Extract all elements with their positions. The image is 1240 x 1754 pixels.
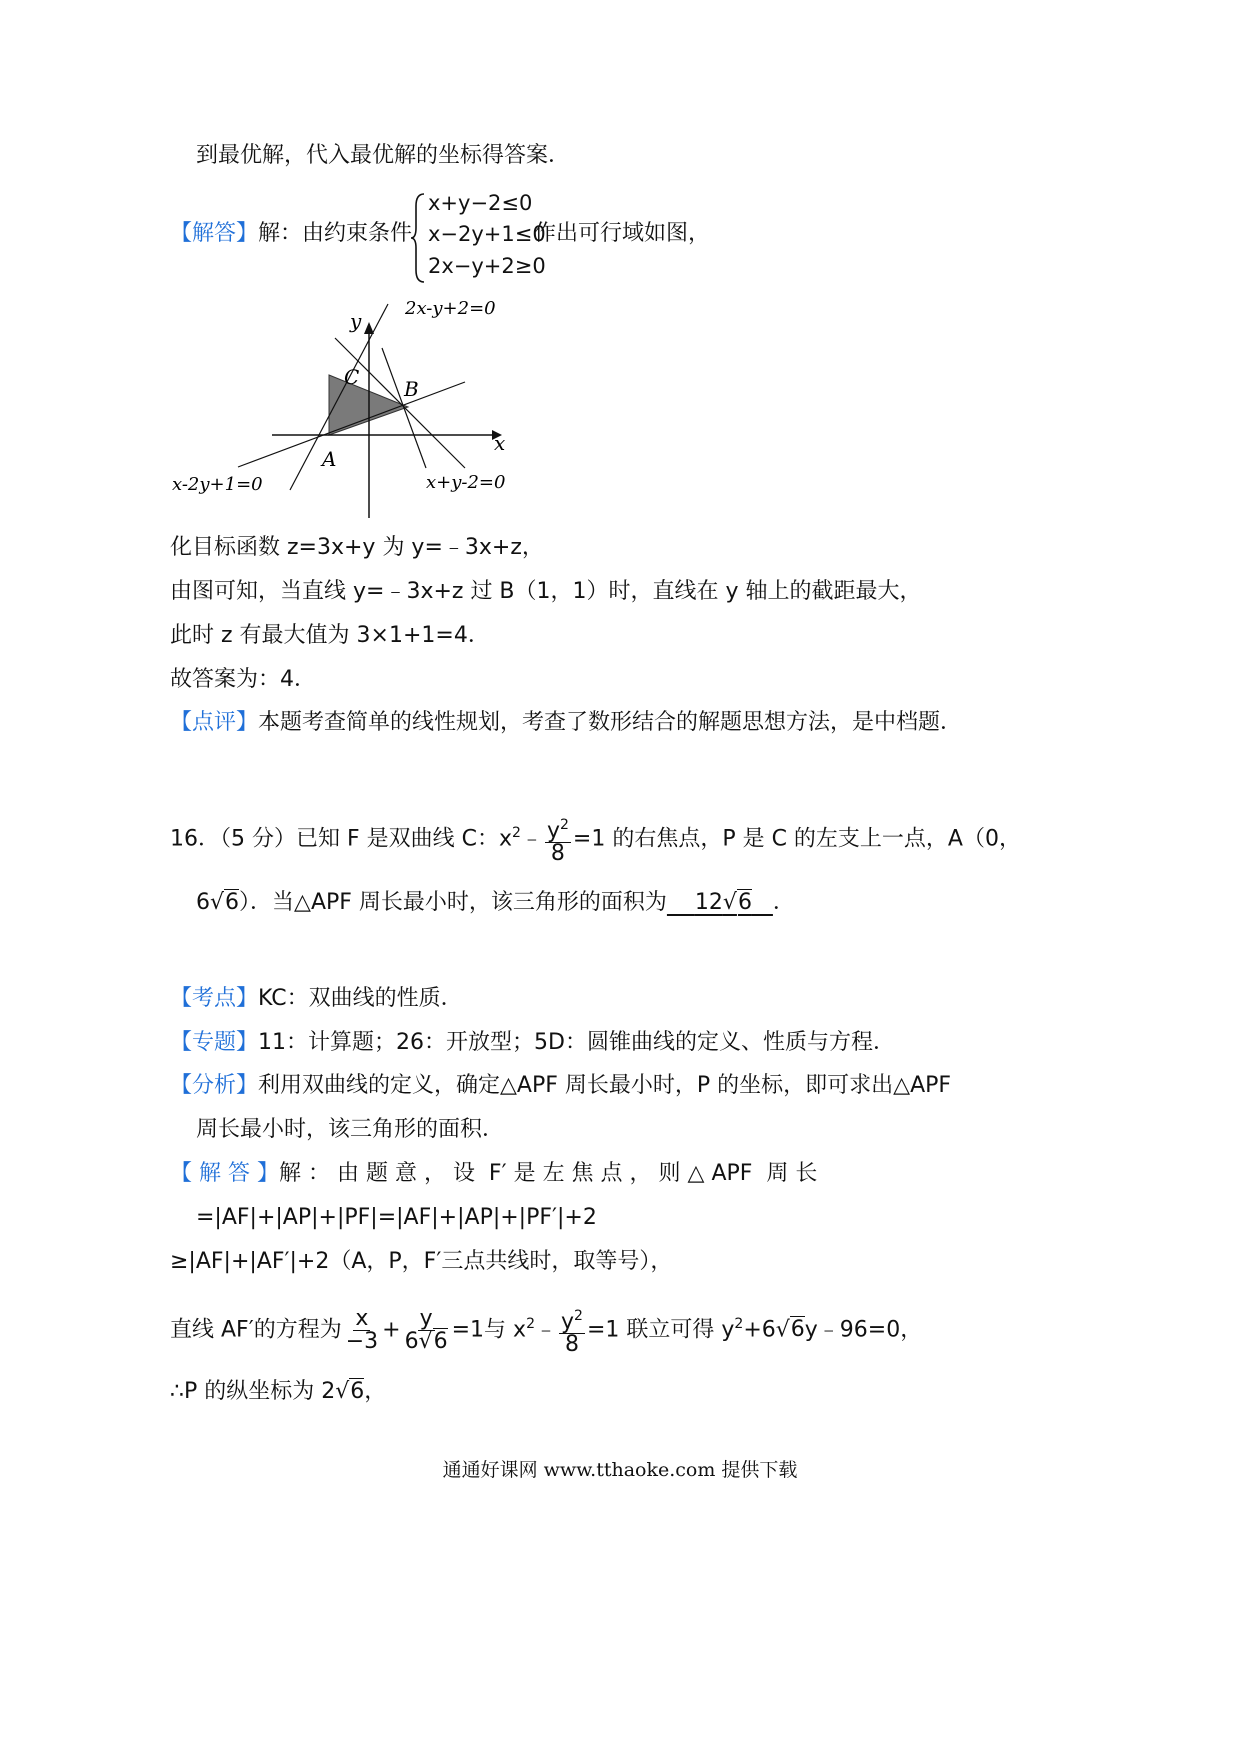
zhuanti-tag: 【专题】	[170, 1030, 259, 1055]
eq-frac-3-num-sup: 2	[574, 1307, 583, 1324]
jieda2-tag: 【 解 答 】	[170, 1161, 279, 1186]
eq-mid: =1与 x	[451, 1317, 527, 1343]
label-B: B	[404, 377, 419, 401]
eq-post-pre: =1 联立可得 y	[586, 1317, 735, 1343]
solution-line-2: 由图可知，当直线 y=﹣3x+z 过 B（1，1）时，直线在 y 轴上的截距最大，	[170, 579, 922, 604]
q16-answer: 12√6	[694, 890, 752, 915]
fenxi-line-1	[170, 1071, 951, 1101]
q16-sup: 2	[512, 825, 521, 841]
jieda2-line-2: =|AF|+|AP|+|PF|=|AF|+|AP|+|PF′|+2	[196, 1205, 597, 1230]
jieda2-line-1	[170, 1159, 817, 1189]
eq-frac-2: $\frac{y}{6√6}$	[404, 1305, 448, 1354]
q16-line-2: 6√6）．当△APF 周长最小时，该三角形的面积为 12√6 ．	[196, 890, 795, 915]
eq-frac-3-num: y	[561, 1309, 575, 1334]
eq-frac-2-den-pre: 6	[404, 1328, 419, 1354]
intro-line: 到最优解，代入最优解的坐标得答案．	[196, 143, 571, 168]
eq-frac-3-den: 8	[564, 1332, 579, 1357]
eq-frac-1	[344, 1305, 380, 1354]
eq-frac-2-num: y	[419, 1305, 433, 1331]
label-x: x	[494, 431, 506, 455]
equation-line: 直线 AF′的方程为 $\frac{x}{-3}$ + $\frac{y}{6√6}$ =1与 $x^2﹣$ $\frac{y^2}{8}$ =1 联立可得 $y^2+6√6y﹣96=0$，	[170, 1305, 923, 1357]
review-text: 本题考查简单的线性规划，考查了数形结合的解题思想方法，是中档题．	[258, 710, 963, 735]
eq-plus: +	[382, 1317, 401, 1343]
eq-post-end: y﹣96=0，	[804, 1317, 923, 1343]
q16-line-1	[170, 805, 1021, 866]
eq-frac-1-num: x	[355, 1305, 369, 1331]
solution1-suffix: 作出可行域如图，	[534, 221, 711, 246]
eq-frac-1-den: −3	[345, 1328, 379, 1354]
last-line: ∴P 的纵坐标为 2√6，	[170, 1379, 387, 1404]
q16-frac-num: y	[546, 818, 560, 843]
q16-frac-num-sup: 2	[559, 816, 569, 833]
q16-minus: ﹣	[520, 826, 543, 852]
feasible-region-figure	[160, 290, 520, 530]
q16-l2-rad: 6	[225, 890, 240, 915]
q16-l2-pre: 6	[196, 890, 210, 915]
q16-fraction	[545, 814, 571, 865]
constraint-brace	[410, 192, 428, 284]
solution-line-1: 化目标函数 z=3x+y 为 y=﹣3x+z，	[170, 535, 544, 560]
eq-sup: 2	[526, 1316, 535, 1332]
fenxi-tag: 【分析】	[170, 1073, 259, 1098]
eq-post-rad: 6	[790, 1317, 805, 1343]
eq-post-mid: +6	[743, 1317, 776, 1343]
label-C: C	[344, 365, 360, 389]
page-footer: 通通好课网 www.tthaoke.com 提供下载	[442, 1459, 798, 1481]
solution-line-4: 故答案为：4．	[170, 667, 316, 692]
last-pre: ∴P 的纵坐标为 2	[170, 1379, 336, 1404]
eq-pre: 直线 AF′的方程为	[170, 1317, 342, 1343]
constraint-2: x−2y+1≤0	[428, 222, 546, 246]
review-tag: 【点评】	[170, 710, 259, 735]
solution-tag: 【解答】	[170, 221, 259, 246]
last-rad: 6	[350, 1379, 365, 1404]
constraint-1: x+y−2≤0	[428, 191, 533, 215]
eq-frac-2-den-rad: 6	[433, 1328, 448, 1354]
label-line3: x+y-2=0	[426, 472, 506, 493]
q16-frac-den: 8	[550, 841, 565, 866]
eq-frac-3	[559, 1305, 585, 1356]
q16-l2-mid: ）．当△APF 周长最小时，该三角形的面积为	[239, 890, 667, 915]
jieda2-line-3: ≥|AF|+|AF′|+2（A，P，F′三点共线时，取等号），	[170, 1249, 673, 1274]
review-line	[170, 708, 962, 738]
label-line2: x-2y+1=0	[172, 474, 263, 495]
constraint-3: 2x−y+2≥0	[428, 254, 546, 278]
eq-post-sup: 2	[734, 1316, 744, 1332]
solution-prefix: 解：由约束条件	[258, 221, 413, 246]
zhuanti-text: 11：计算题；26：开放型；5D：圆锥曲线的定义、性质与方程．	[258, 1030, 895, 1055]
q16-text-1: 16．（5 分）已知 F 是双曲线 C：x	[170, 826, 512, 852]
q16-answer-rad: 6	[737, 890, 752, 915]
kaodian-line	[170, 984, 463, 1014]
solution-line-3: 此时 z 有最大值为 3×1+1=4．	[170, 623, 490, 648]
label-y: y	[350, 309, 362, 333]
solution1-line	[170, 219, 412, 249]
kaodian-tag: 【考点】	[170, 986, 259, 1011]
fenxi-line-2: 周长最小时，该三角形的面积．	[196, 1117, 505, 1142]
jieda2-text: 解 ： 由 题 意 ， 设 F′ 是 左 焦 点 ， 则 △ APF 周 长	[278, 1161, 818, 1186]
q16-text-2: =1 的右焦点，P 是 C 的左支上一点，A（0，	[572, 826, 1021, 852]
q16-answer-int: 12	[694, 890, 723, 915]
label-A: A	[322, 447, 337, 471]
zhuanti-line	[170, 1028, 895, 1058]
last-end: ，	[364, 1379, 387, 1404]
label-line1: 2x-y+2=0	[405, 298, 496, 319]
kaodian-text: KC：双曲线的性质．	[258, 986, 463, 1011]
q16-l2-end: ．	[772, 890, 795, 915]
eq-minus: ﹣	[534, 1317, 557, 1343]
fenxi-text-1: 利用双曲线的定义，确定△APF 周长最小时，P 的坐标，即可求出△APF	[258, 1073, 952, 1098]
